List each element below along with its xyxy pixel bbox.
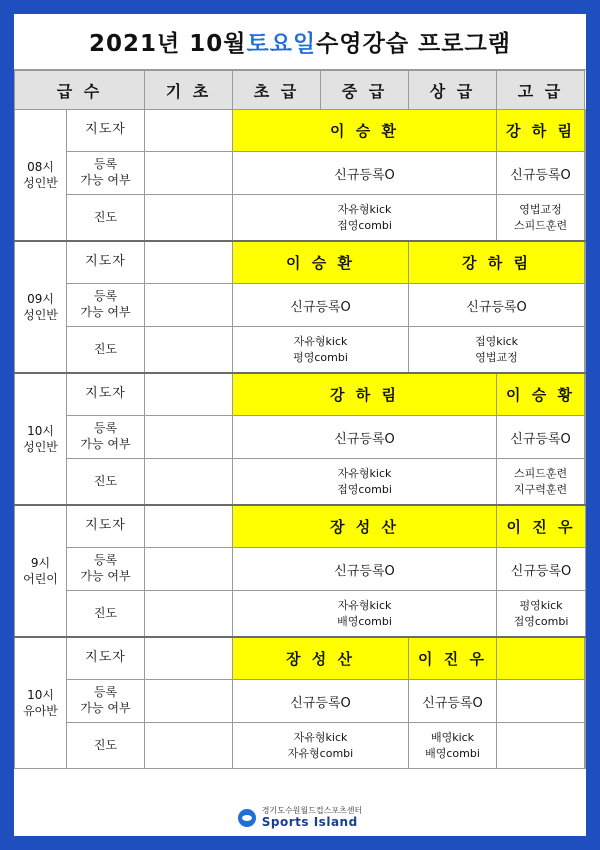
- row-label-teacher: 지도자: [67, 637, 145, 680]
- registration-status-cell: 신규등록O: [409, 284, 585, 327]
- row-label-registration: 등록 가능 여부: [67, 152, 145, 195]
- progress-content-cell: 자유형kick 자유형combi: [233, 723, 409, 769]
- table-row: [15, 680, 586, 723]
- empty-cell: [497, 680, 585, 723]
- table-row: [15, 548, 586, 591]
- empty-cell: [585, 373, 586, 416]
- empty-cell: [585, 241, 586, 284]
- empty-cell: [145, 591, 233, 638]
- empty-cell: [145, 327, 233, 374]
- page-title: [14, 14, 586, 70]
- registration-status-cell: 신규등록O: [497, 152, 585, 195]
- class-time-line2: 어린이: [23, 572, 58, 586]
- table-row: [15, 284, 586, 327]
- footer-org-name: 경기도수원월드컵스포츠센터: [261, 806, 363, 815]
- class-time-line1: 10시: [27, 423, 54, 438]
- row-label-registration: 등록 가능 여부: [67, 284, 145, 327]
- registration-status-cell: 신규등록O: [409, 680, 497, 723]
- registration-status-cell: 신규등록O: [233, 548, 497, 591]
- sports-island-logo-icon: [238, 809, 256, 827]
- empty-cell: [497, 637, 585, 680]
- progress-content-cell: 자유형kick 배영combi: [233, 591, 497, 638]
- empty-cell: [145, 505, 233, 548]
- title-highlight: 토요일: [246, 31, 317, 57]
- row-label-registration: 등록 가능 여부: [67, 680, 145, 723]
- teacher-name-cell: 장 성 산: [233, 637, 409, 680]
- empty-cell: [585, 459, 586, 506]
- empty-cell: [585, 195, 586, 242]
- title-before: 2021년 10월: [89, 31, 247, 57]
- registration-status-cell: 신규등록O: [233, 680, 409, 723]
- row-label-teacher: 지도자: [67, 373, 145, 416]
- empty-cell: [585, 637, 586, 680]
- class-time-line1: 09시: [27, 291, 54, 306]
- table-row: [15, 723, 586, 769]
- teacher-name-cell: 장 성 산: [233, 505, 497, 548]
- teacher-name-cell: 이 진 우: [497, 505, 586, 548]
- schedule-table: [14, 70, 586, 769]
- registration-status-cell: 신규등록O: [233, 152, 497, 195]
- header-level-intermediate: 중 급: [321, 71, 409, 110]
- teacher-name-cell: 이 승 황: [497, 373, 585, 416]
- progress-content-cell: 배영kick 배영combi: [409, 723, 497, 769]
- empty-cell: [497, 723, 585, 769]
- empty-cell: [585, 284, 586, 327]
- schedule-page: [14, 14, 586, 836]
- row-label-registration: 등록 가능 여부: [67, 416, 145, 459]
- header-level-expert: 고 급: [497, 71, 585, 110]
- teacher-name-cell: 이 진 우: [409, 637, 497, 680]
- table-row: [15, 505, 586, 548]
- progress-content-cell: 자유형kick 접영combi: [233, 195, 497, 242]
- table-body: [15, 110, 586, 769]
- footer-brand: Sports Island: [261, 814, 358, 829]
- table-header: [15, 71, 586, 110]
- empty-cell: [585, 327, 586, 374]
- footer: [14, 800, 586, 836]
- registration-status-cell: 신규등록O: [497, 416, 585, 459]
- empty-cell: [145, 416, 233, 459]
- class-time-cell: [15, 637, 67, 769]
- class-time-cell: [15, 241, 67, 373]
- empty-cell: [585, 416, 586, 459]
- table-row: [15, 195, 586, 242]
- progress-content-cell: 스피드훈련 지구력훈련: [497, 459, 585, 506]
- row-label-teacher: 지도자: [67, 110, 145, 152]
- teacher-name-cell: 이 승 환: [233, 110, 497, 152]
- table-row: [15, 416, 586, 459]
- table-row: [15, 373, 586, 416]
- empty-cell: [145, 195, 233, 242]
- class-time-line2: 성인반: [23, 440, 58, 454]
- empty-cell: [585, 723, 586, 769]
- registration-status-cell: 신규등록O: [233, 284, 409, 327]
- header-level-advanced: 상 급: [409, 71, 497, 110]
- empty-cell: [145, 241, 233, 284]
- registration-status-cell: 신규등록O: [497, 548, 586, 591]
- header-row: [15, 71, 586, 110]
- teacher-name-cell: 이 승 환: [233, 241, 409, 284]
- row-label-progress: 진도: [67, 591, 145, 638]
- empty-cell: [585, 152, 586, 195]
- class-time-line1: 10시: [27, 687, 54, 702]
- empty-cell: [145, 152, 233, 195]
- empty-cell: [145, 459, 233, 506]
- registration-status-cell: 신규등록O: [233, 416, 497, 459]
- header-grade: 급 수: [15, 71, 145, 110]
- empty-cell: [585, 680, 586, 723]
- header-level-beginner: 초 급: [233, 71, 321, 110]
- table-row: [15, 152, 586, 195]
- class-time-line1: 08시: [27, 159, 54, 174]
- table-row: [15, 327, 586, 374]
- row-label-registration: 등록 가능 여부: [67, 548, 145, 591]
- empty-cell: [145, 548, 233, 591]
- empty-cell: [145, 284, 233, 327]
- teacher-name-cell: 강 하 림: [497, 110, 585, 152]
- row-label-progress: 진도: [67, 723, 145, 769]
- empty-cell: [585, 110, 586, 152]
- teacher-name-cell: 강 하 림: [409, 241, 585, 284]
- class-time-line1: 9시: [30, 555, 51, 570]
- row-label-progress: 진도: [67, 195, 145, 242]
- table-row: [15, 591, 586, 638]
- class-time-cell: [15, 373, 67, 505]
- class-time-line2: 성인반: [23, 176, 58, 190]
- class-time-cell: [15, 505, 67, 637]
- empty-cell: [145, 723, 233, 769]
- row-label-progress: 진도: [67, 459, 145, 506]
- footer-text: [262, 807, 362, 829]
- row-label-teacher: 지도자: [67, 505, 145, 548]
- progress-content-cell: 자유형kick 평영combi: [233, 327, 409, 374]
- empty-cell: [145, 110, 233, 152]
- row-label-progress: 진도: [67, 327, 145, 374]
- empty-cell: [145, 373, 233, 416]
- title-after: 수영강습 프로그램: [316, 31, 511, 57]
- empty-cell: [145, 680, 233, 723]
- table-row: [15, 637, 586, 680]
- header-level-basic: 기 초: [145, 71, 233, 110]
- progress-content-cell: 영법교정 스피드훈련: [497, 195, 585, 242]
- progress-content-cell: 자유형kick 접영combi: [233, 459, 497, 506]
- class-time-line2: 유아반: [23, 704, 58, 718]
- progress-content-cell: 평영kick 접영combi: [497, 591, 586, 638]
- table-row: [15, 241, 586, 284]
- empty-cell: [145, 637, 233, 680]
- table-row: [15, 459, 586, 506]
- table-row: [15, 110, 586, 152]
- class-time-cell: [15, 110, 67, 242]
- progress-content-cell: 접영kick 영법교정: [409, 327, 585, 374]
- class-time-line2: 성인반: [23, 308, 58, 322]
- row-label-teacher: 지도자: [67, 241, 145, 284]
- teacher-name-cell: 강 하 림: [233, 373, 497, 416]
